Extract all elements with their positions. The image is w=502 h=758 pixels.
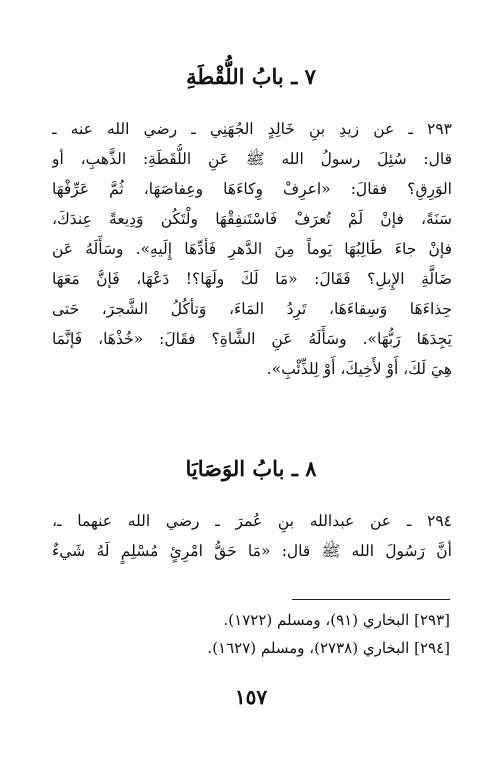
text-line: الوَرِقِ؟ فقالَ: «اعرِفْ وِكاءَهَا وعِفاصَهَا، ثُمَّ عَرِّفْهَا [52,180,452,198]
text-line: هِيَ لَكَ، أَوْ لأَخِيكَ، أَوْ لِلذِّئْبِ». [266,360,452,378]
text-line: قال: سُئِلَ رسولُ الله ﷺ عَنِ اللُّقَطَةِ: الذَّهبِ، أو [52,150,452,168]
text-line: ٢٩٣ ـ عن زيدِ بنِ خَالِدٍ الجُهَنِي ـ رضي الله عنه ـ [52,120,452,138]
footnotes [50,606,450,662]
text-line: ٢٩٤ ـ عن عبدالله بنِ عُمرَ ـ رضي الله عنهما ـ، [52,512,452,530]
text-line: أنَّ رَسُولَ الله ﷺ قال: «مَا حَقُّ امْرِئٍ مُسْلِمٍ لَهُ شَيءٌ [52,542,452,560]
chapter-heading-lost-property: ٧ ـ بابُ اللُّقْطَةِ [186,64,316,89]
hadith-293-text [52,114,452,384]
text-line: ضَالَّةِ الإِبلِ؟ فَقَالَ: «مَا لَكَ ولَهَا؟! دَعْهَا، فَإنَّ مَعَهَا [52,270,452,288]
footnote-divider [292,599,450,600]
text-line: حِذاءَهَا وَسِقاءَهَا، تَرِدُ المَاءَ، وَتأكُلُ الشَّجرَ، حَتى [52,300,452,318]
chapter-heading-wills: ٨ ـ بابُ الوَصَايَا [185,456,317,481]
footnote-293: [٢٩٣] البخاري (٩١)، ومسلم (١٧٢٢). [223,611,450,629]
footnote-294: [٢٩٤] البخاري (٢٧٣٨)، ومسلم (١٦٢٧). [207,639,450,657]
hadith-294-text [52,506,452,566]
page-number: ١٥٧ [234,685,268,709]
text-line: يَجِدَهَا رَبُّهَا». وسَأَلَهُ عَنِ الشَّاةِ؟ فقَالَ: «خُذْهَا، فَإنَّمَا [52,330,452,348]
text-line: سَنَةً، فإنْ لَمْ تُعرَفْ فَاسْتَنفِقْهَا ولْتَكُن وَدِيعةً عِندَكَ، [52,210,452,228]
text-line: فإنْ جاءَ طَالِبُهَا يَوماً مِنَ الدَّهرِ فَأدِّهَا إِلَيهِ». وسَأَلَهُ عَن [52,240,452,258]
